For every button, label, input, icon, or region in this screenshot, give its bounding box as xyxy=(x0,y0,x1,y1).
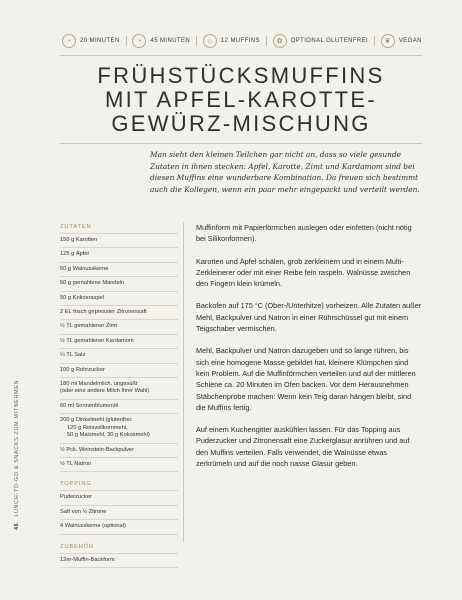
topping-item-text: Saft von ½ Zitrone xyxy=(60,508,107,515)
prep-time-badge xyxy=(62,34,120,48)
badge-divider xyxy=(374,36,375,46)
recipe-title-line: GEWÜRZ-MISCHUNG xyxy=(111,111,371,136)
ingredients-item-text: 2 EL frisch gepresster Zitronensaft xyxy=(60,309,147,316)
ingredients-item xyxy=(60,292,178,306)
gluten-free-badge xyxy=(273,34,368,48)
ingredients-item xyxy=(60,349,178,363)
ingredients-item xyxy=(60,444,178,458)
yield-badge xyxy=(203,34,260,48)
vegan-label: VEGAN xyxy=(398,38,422,44)
ingredients-item xyxy=(60,234,178,248)
ingredients-item xyxy=(60,414,178,443)
ingredients-item-text: 150 g Karotten xyxy=(60,237,98,243)
instruction-step: Mehl, Backpulver und Natron dazugeben und so lange rühren, bis sich eine homogene Masse gebildet hat, kleinere Klümpchen sind kein Problem. Auf die Muffinförmchen verteilen und auf der mittleren Schiene ca. 20 Minuten im Ofen backen. Vor dem Herausnehmen Stäbchenprobe machen: Wenn kein Teig daran hängen bleibt, sind die Muffins fertig. xyxy=(196,346,416,412)
instruction-step: Muffinform mit Papierförmchen auslegen oder einfetten (nicht nötig bei Silikonformen). xyxy=(196,223,412,244)
section-gap xyxy=(60,535,178,542)
ingredients-item xyxy=(60,248,178,262)
instruction-step: Auf einem Kuchengitter auskühlen lassen. Für das Topping aus Puderzucker und Zitronensaft eine Zuckerglasur anrühren und auf den Muffins verteilen. Falls verwendet, die Walnüsse etwas zerkrümeln und auf die noch nasse Glasur geben. xyxy=(196,425,410,469)
ingredients-item xyxy=(60,263,178,277)
ingredients-item-text: ¼ TL Salz xyxy=(60,352,86,359)
badge-divider xyxy=(196,36,197,46)
ingredients-item-text: 200 g Dinkelmehl (glutenfrei: xyxy=(60,417,133,424)
recipe-info-bar xyxy=(62,34,422,48)
topping-item xyxy=(60,491,178,505)
ingredients-item xyxy=(60,364,178,378)
yield-label: 12 MUFFINS xyxy=(220,38,260,44)
recipe-title-line: MIT APFEL-KAROTTE- xyxy=(104,87,378,112)
title-divider xyxy=(60,143,422,144)
clock-icon: ◔ xyxy=(132,34,146,48)
total-time-badge xyxy=(132,34,190,48)
ingredients-item xyxy=(60,277,178,291)
topping-item-text: Puderzucker xyxy=(60,494,92,501)
recipe-title xyxy=(60,64,422,136)
muffin-icon: ⌂ xyxy=(203,34,217,48)
ingredients-item-text: 180 ml Mandelmilch, ungesüßt xyxy=(60,381,138,388)
topping-item-text: 4 Walnusskerne (optional) xyxy=(60,523,126,530)
top-divider xyxy=(60,55,422,56)
total-time-label: 45 MINUTEN xyxy=(150,38,191,44)
badge-divider xyxy=(266,36,267,46)
ingredients-item-text: 125 g Äpfel xyxy=(60,251,89,258)
ingredients-item-text: 50 g Kokosraspel xyxy=(60,294,104,301)
equipment-item-text: 12er-Muffin-Backform xyxy=(60,556,115,563)
vegan-badge xyxy=(381,34,422,48)
equipment-heading: ZUBEHÖR xyxy=(60,542,178,554)
ingredients-item xyxy=(60,458,178,472)
vegan-icon: ❦ xyxy=(381,34,395,48)
ingredients-item-text: ½ TL gemahlener Zimt xyxy=(60,323,117,330)
topping-heading: TOPPING xyxy=(60,479,178,491)
page-footer xyxy=(14,380,20,530)
clock-icon: ◔ xyxy=(62,34,76,48)
ingredients-item xyxy=(60,320,178,334)
ingredients-item-text: ½ Pck. Weinstein-Backpulver xyxy=(60,446,134,453)
gluten-free-icon: ✿ xyxy=(273,34,287,48)
chapter-label: LUNCH-TO-GO & SNACKS ZUM MITNEHMEN xyxy=(14,379,20,517)
recipe-intro: Man sieht den kleinen Teilchen gar nicht an, dass so viele gesunde Zutaten in ihnen stecken: Apfel, Karotte, Zimt und Kardamom sind bei diesen Muffins eine wunderbare Kombination. Da freuen sich bestimmt auch die Kollegen, wenn ein paar mehr eingepackt und verteilt werden. xyxy=(150,150,420,194)
instruction-step: Karotten und Äpfel schälen, grob zerkleinern und in einem Multi-Zerkleinerer oder mit einer Reibe fein raspeln. Walnüsse zwischen den Fingern klein krümeln. xyxy=(196,256,411,289)
badge-divider xyxy=(126,36,127,46)
ingredients-item xyxy=(60,335,178,349)
section-gap xyxy=(60,472,178,479)
ingredients-item xyxy=(60,400,178,414)
page-number: 46 xyxy=(14,522,20,530)
topping-item xyxy=(60,506,178,520)
ingredients-item xyxy=(60,306,178,320)
topping-item xyxy=(60,520,178,534)
ingredients-item-text: 100 g Rohrzucker xyxy=(60,366,105,373)
ingredients-item-text: ½ TL Natron xyxy=(60,460,92,467)
ingredients-heading: ZUTATEN xyxy=(60,222,178,234)
instruction-step: Backofen auf 175 °C (Ober-/Unterhitze) vorheizen. Alle Zutaten außer Mehl, Backpulver und Natron in einer Rührschüssel gut mit einem Teigschaber vermischen. xyxy=(196,301,422,334)
ingredients-item-text: (oder eine andere Milch Ihrer Wahl) xyxy=(60,388,150,395)
ingredients-item-text: 50 g Maismehl, 30 g Kokosmehl) xyxy=(67,432,150,439)
gluten-free-label: OPTIONAL GLUTENFREI xyxy=(290,38,369,44)
prep-time-label: 20 MINUTEN xyxy=(80,38,120,44)
ingredients-item-text: 50 g gemahlene Mandeln xyxy=(60,280,125,287)
ingredients-item-text: 60 ml Sonnenblumenöl xyxy=(60,402,119,409)
ingredients-item xyxy=(60,378,178,400)
column-divider xyxy=(183,222,184,542)
ingredients-column xyxy=(60,222,178,568)
ingredients-item-text: ½ TL gemahlener Kardamom xyxy=(60,337,134,344)
recipe-title-line: FRÜHSTÜCKSMUFFINS xyxy=(97,63,385,88)
equipment-item xyxy=(60,554,178,568)
instructions-column xyxy=(196,222,422,480)
ingredients-item-text: 120 g Reisvollkornmehl, xyxy=(67,424,128,431)
ingredients-item-text: 50 g Walnusskerne xyxy=(60,265,109,272)
